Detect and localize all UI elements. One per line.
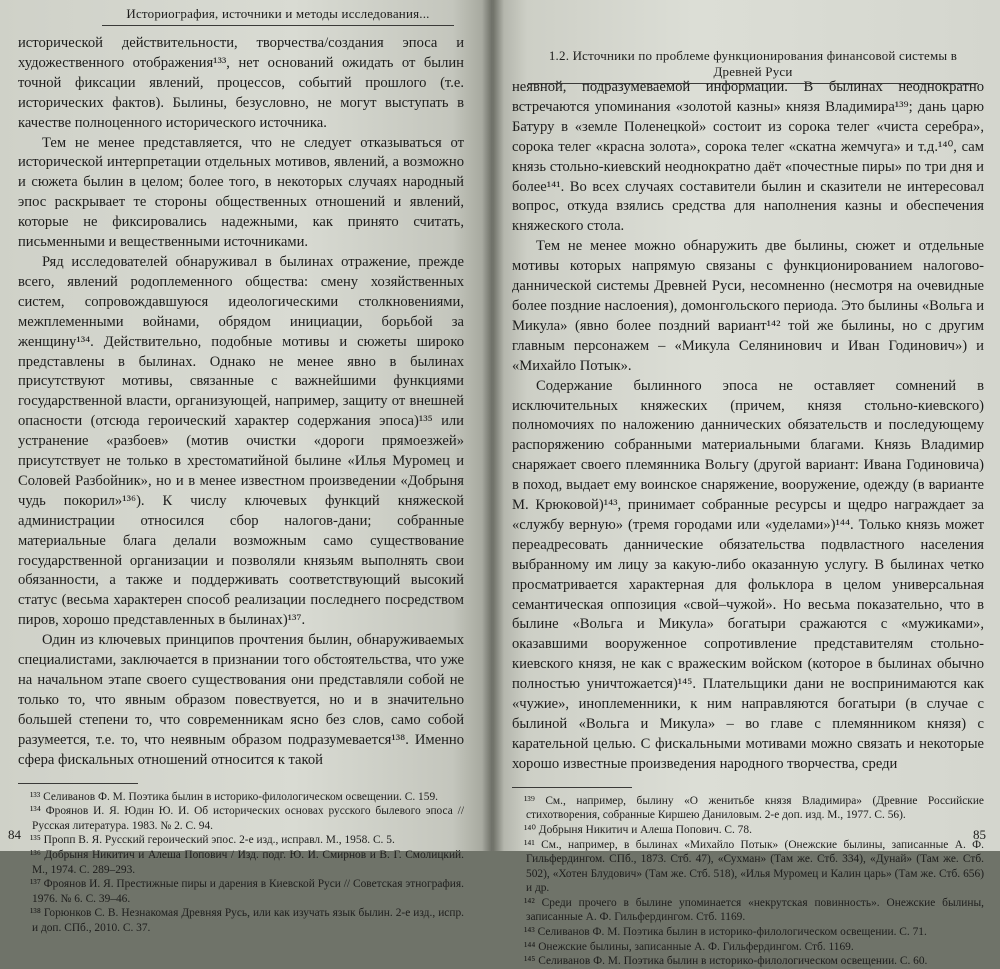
left-page-number: 84	[8, 827, 21, 842]
footnote-separator	[512, 787, 632, 788]
footnote: ¹³⁶ Добрыня Никитич и Алеша Попович / Изд. подг. Ю. И. Смирнов и В. Г. Смолицкий. М., 1974. С. 289–293.	[30, 848, 464, 876]
right-running-head: 1.2. Источники по проблеме функционирования финансовой системы в Древней Руси	[528, 48, 978, 84]
right-body-text	[512, 46, 984, 775]
left-paragraph: Один из ключевых принципов прочтения былин, обнаруживаемых специалистами, заключается в признании того обстоятельства, что уже на начальном этапе своего существования они представляли собой не только то, что явным образом повествуется, но и в значительно большей степени то, что современникам ясно без слов, само собой разумеется, т.е. то, что неявным образом подразумевается¹³⁸. Именно сфера фискальных отношений относится к такой	[18, 632, 464, 768]
footnote: ¹⁴⁰ Добрыня Никитич и Алеша Попович. С. 78.	[524, 823, 752, 836]
footnote: ¹³⁹ См., например, былину «О женитьбе князя Владимира» (Древние Российские стихотворения, собранные Киршею Даниловым. 2-е доп. изд. М., 1977. С. 56).	[524, 794, 984, 822]
left-paragraph: Тем не менее представляется, что не следует отказываться от исторической интерпретации отдельных мотивов, явлений, а возможно и сюжета былин в целом; более того, в некоторых случаях народный эпос раскрывает те стороны общественных отношений и явлений, которые не фиксировались надежными, как принято считать, письменными и вещественными источниками.	[18, 134, 464, 251]
right-paragraph: Содержание былинного эпоса не оставляет сомнений в исключительных княжеских (причем, князя стольно-киевского) полномочиях по наложению даннических обязательств и последующему распоряжению собранными материальными благами. Князь Владимир снаряжает своего племянника Вольгу (другой вариант: Ивана Годиновича) в поход, выдает ему воинское снаряжение, вооружение, одежду (в варианте М. Крюковой)¹⁴³, принимает собранные ресурсы и щедро награждает за «службу верную» (тремя городами или «уделами»)¹⁴⁴. Только князь может переадресовать даннические обязательства подвластного населения выбранному им лицу за какую-либо оказанную услугу. В былинах четко просматривается характерная для фольклора в целом универсальная семантическая оппозиция «свой–чужой». Но весьма показательно, что в былине «Вольга и Микула» богатыри сражаются с «мужиками», оказавшими вооруженное сопротивление представителям стольно-киевского князя, не как с вражеским войском (которое в былинах обычно полностью уничтожается)¹⁴⁵. Плательщики дани не воспринимаются как «чужие», иноплеменники, к ним направляются богатыри (в случае с былиной «Вольга и Микула» – во главе с племянником князя) с карательной целью. С фискальными мотивами можно связать и некоторые хорошо известные произведения народного творчества, среди	[512, 377, 984, 772]
footnote: ¹⁴⁵ Селиванов Ф. М. Поэтика былин в историко-филологическом освещении. С. 60.	[524, 955, 928, 968]
right-page	[492, 0, 1000, 968]
footnote-separator	[18, 783, 138, 784]
right-paragraph: Тем не менее можно обнаружить две былины, сюжет и отдельные мотивы которых напрямую связаны с функционированием налогово-даннической системы Древней Руси, несомненно (несмотря на очевидные более поздние наслоения), домонгольского периода. Это былины «Вольга и Микула» (явно более поздний вариант¹⁴² той же былины, но с другим главным персонажем – «Микула Селянинович и Иван Годинович») и «Михайло Потык».	[512, 238, 984, 374]
footnote: ¹⁴³ Селиванов Ф. М. Поэтика былин в историко-филологическом освещении. С. 71.	[524, 926, 927, 939]
footnote: ¹³⁷ Фроянов И. Я. Престижные пиры и дарения в Киевской Руси // Советская этнография. 1976. № 6. С. 39–46.	[30, 878, 464, 905]
left-page	[0, 0, 492, 934]
book-gutter	[482, 0, 504, 851]
footnote: ¹⁴² Среди прочего в былине упоминается «некрутская повинность». Онежские былины, записанные А. Ф. Гильфердингом. Стб. 1169.	[524, 896, 984, 924]
left-footnotes	[18, 790, 464, 936]
footnote: ¹⁴¹ См., например, в былинах «Михайло Потык» (Онежские былины, записанные А. Ф. Гильфердингом. СПб., 1873. Стб. 47), «Сухман» (Там же. Стб. 334), «Дунай» (Там же. Стб. 502), «Хотен Блудович» (Там же. Стб. 518), «Илья Муромец и Калин царь» (Там же. Стб. 656) и др.	[524, 838, 984, 895]
left-paragraph: исторической действительности, творчества/создания эпоса и художественного отображения¹³³, нет оснований ожидать от былин точной фиксации явлений, процессов, событий прошлого (т.е. исторических фактов). Былины, безусловно, не могут выступать в качестве полноценного исторического источника.	[18, 35, 464, 131]
left-running-head: Историография, источники и методы исследования...	[102, 6, 454, 26]
right-page-number: 85	[973, 827, 986, 842]
left-paragraph: Ряд исследователей обнаруживал в былинах отражение, прежде всего, явлений родоплеменного общества: смену хозяйственных систем, сопровождавшуюся идеологическими столкновениями, межплеменными войнами, обрядом инициации, борьбой за женщину¹³⁴. Действительно, подобные мотивы и сюжеты широко представлены в былинах. Однако не менее явно в былинах присутствуют мотивы, связанные с важнейшими функциями государственной власти, организующей, например, защиту от внешней опасности (отсюда героический характер содержания эпоса)¹³⁵ или устранение «разбоев» (мотив очистки «дороги прямоезжей» присутствует не только в хрестоматийной былине «Илья Муромец и Соловей Разбойник», но и в менее известном произведении «Добрыня чудь покорил»¹³⁶). К числу ключевых функций княжеской администрации относился сбор налогов-дани; собранные материальные блага делали возможным само существование государственной организации и позволяли князьям выполнять свои обязанности, а также и поддерживать соответствующий высокий статус (весьма характерен способ реализации последнего посредством пиров, хорошо представленных в былинах)¹³⁷.	[18, 253, 464, 629]
footnote: ¹³⁸ Горюнков С. В. Незнакомая Древняя Русь, или как изучать язык былин. 2-е изд., испр. и доп. СПб., 2010. С. 37.	[30, 907, 464, 934]
footnote: ¹³⁵ Пропп В. Я. Русский героический эпос. 2-е изд., исправл. М., 1958. С. 5.	[30, 834, 395, 847]
footnote: ¹³³ Селиванов Ф. М. Поэтика былин в историко-филологическом освещении. С. 159.	[30, 790, 438, 803]
footnote: ¹³⁴ Фроянов И. Я. Юдин Ю. И. Об исторических основах русского былевого эпоса // Русская литература. 1983. № 2. С. 94.	[30, 805, 464, 832]
footnote: ¹⁴⁴ Онежские былины, записанные А. Ф. Гильфердингом. Стб. 1169.	[524, 940, 854, 953]
left-body-text	[18, 32, 464, 771]
right-paragraph: неявной, подразумеваемой информации. В былинах неоднократно встречаются упоминания «золотой казны» князя Владимира¹³⁹; дань царю Батуру в «земле Поленецкой» состоит из сорока телег «чиста серебра», сорока телег «красна золота», сорока телег «скатна жемчуга» и т.д.¹⁴⁰, сам князь стольно-киевский неоднократно даёт «почестные пиры» по три дня и более¹⁴¹. Во всех случаях составители былин и сказители не интересовал вопрос, откуда взялись средства для наполнения казны и обеспечения княжеского стола.	[512, 79, 984, 235]
right-footnotes	[512, 794, 984, 969]
